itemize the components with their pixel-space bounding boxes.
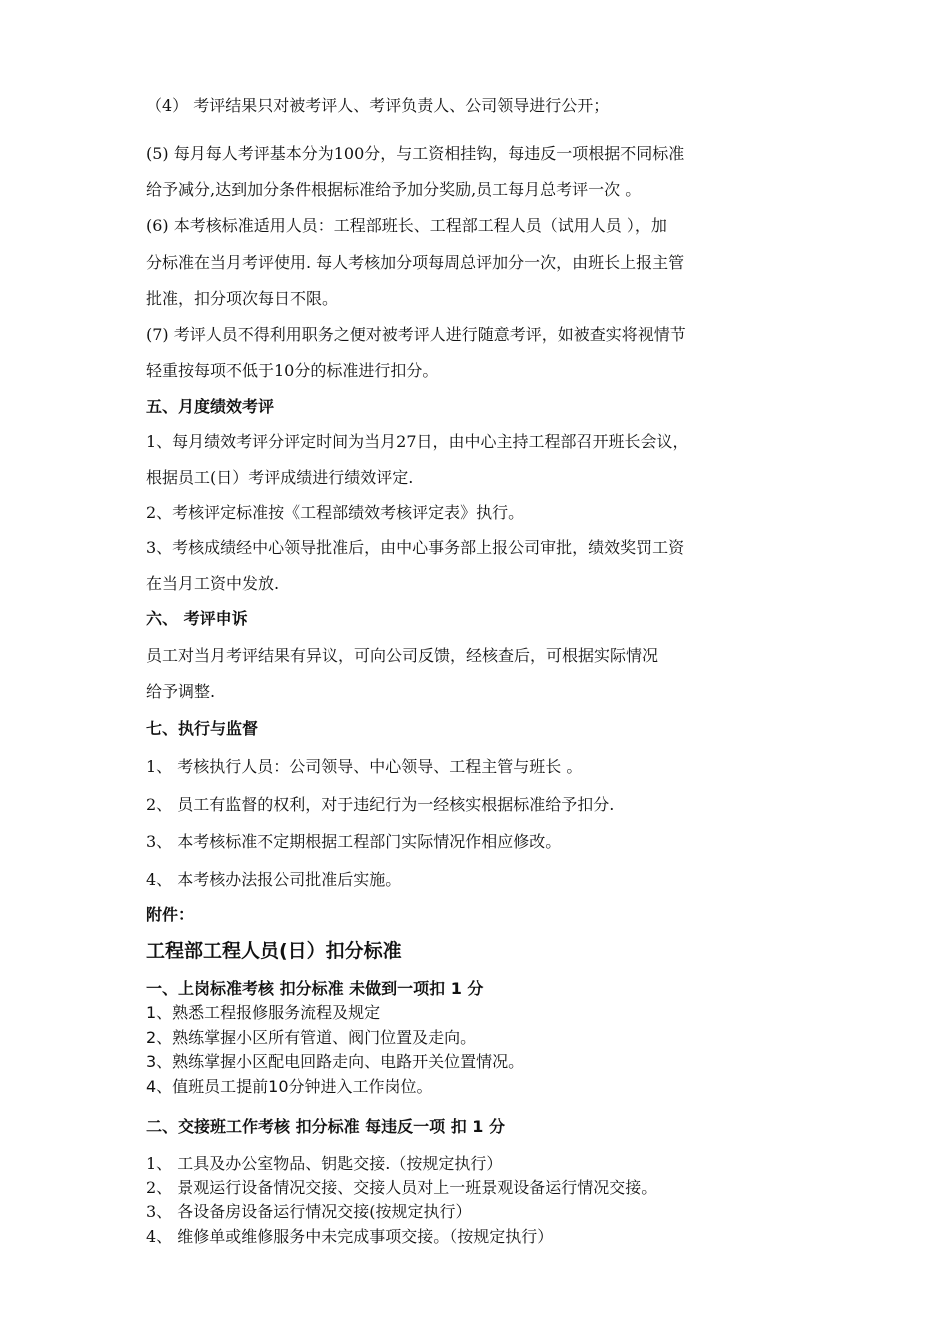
part-1-heading: 一、上岗标准考核 扣分标准 未做到一项扣 1 分 <box>146 979 484 998</box>
section-7-item-2: 2、 员工有监督的权利，对于违纪行为一经核实根据标准给予扣分. <box>146 795 615 814</box>
section-5-heading: 五、月度绩效考评 <box>146 397 275 416</box>
section-6-text-line-2: 给予调整. <box>146 682 216 701</box>
part-2-item-1: 1、 工具及办公室物品、钥匙交接.（按规定执行） <box>146 1154 503 1173</box>
part-2-heading: 二、交接班工作考核 扣分标准 每违反一项 扣 1 分 <box>146 1117 505 1136</box>
part-1-item-2: 2、熟练掌握小区所有管道、阀门位置及走向。 <box>146 1028 477 1047</box>
section-7-item-4: 4、 本考核办法报公司批准后实施。 <box>146 870 402 889</box>
clause-6-line-2: 分标准在当月考评使用. 每人考核加分项每周总评加分一次，由班长上报主管 <box>146 253 685 272</box>
clause-7-line-1: (7) 考评人员不得利用职务之便对被考评人进行随意考评，如被查实将视情节 <box>146 325 686 344</box>
section-5-item-1-line-1: 1、每月绩效考评分评定时间为当月27日，由中心主持工程部召开班长会议， <box>146 432 689 451</box>
clause-7-line-2: 轻重按每项不低于10分的标准进行扣分。 <box>146 361 439 380</box>
clause-6-line-3: 批准，扣分项次每日不限。 <box>146 289 339 308</box>
clause-6-line-1: (6) 本考核标准适用人员：工程部班长、工程部工程人员（试用人员 ），加 <box>146 216 667 235</box>
attachment-title: 工程部工程人员(日）扣分标准 <box>146 940 402 962</box>
section-5-item-3-line-1: 3、考核成绩经中心领导批准后，由中心事务部上报公司审批，绩效奖罚工资 <box>146 538 685 557</box>
part-1-item-1: 1、熟悉工程报修服务流程及规定 <box>146 1003 381 1022</box>
section-6-text-line-1: 员工对当月考评结果有异议，可向公司反馈，经核查后，可根据实际情况 <box>146 646 659 665</box>
part-2-item-3: 3、 各设备房设备运行情况交接(按规定执行） <box>146 1202 472 1221</box>
clause-5-line-1: (5) 每月每人考评基本分为100分，与工资相挂钩，每违反一项根据不同标准 <box>146 144 685 163</box>
section-5-item-1-line-2: 根据员工(日）考评成绩进行绩效评定. <box>146 468 414 487</box>
part-2-item-4: 4、 维修单或维修服务中未完成事项交接。（按规定执行） <box>146 1227 554 1246</box>
part-2-item-2: 2、 景观运行设备情况交接、交接人员对上一班景观设备运行情况交接。 <box>146 1178 658 1197</box>
section-5-item-2: 2、考核评定标准按《工程部绩效考核评定表》执行。 <box>146 503 525 522</box>
attachment-label: 附件： <box>146 905 195 924</box>
clause-4: （4） 考评结果只对被考评人、考评负责人、公司领导进行公开； <box>146 96 610 115</box>
section-6-heading: 六、 考评申诉 <box>146 609 248 628</box>
section-7-item-3: 3、 本考核标准不定期根据工程部门实际情况作相应修改。 <box>146 832 562 851</box>
section-7-heading: 七、执行与监督 <box>146 719 259 738</box>
part-1-item-4: 4、值班员工提前10分钟进入工作岗位。 <box>146 1077 433 1096</box>
part-1-item-3: 3、熟练掌握小区配电回路走向、电路开关位置情况。 <box>146 1052 525 1071</box>
section-5-item-3-line-2: 在当月工资中发放. <box>146 574 280 593</box>
clause-5-line-2: 给予减分,达到加分条件根据标准给予加分奖励,员工每月总考评一次 。 <box>146 180 642 199</box>
section-7-item-1: 1、 考核执行人员：公司领导、中心领导、工程主管与班长 。 <box>146 757 583 776</box>
